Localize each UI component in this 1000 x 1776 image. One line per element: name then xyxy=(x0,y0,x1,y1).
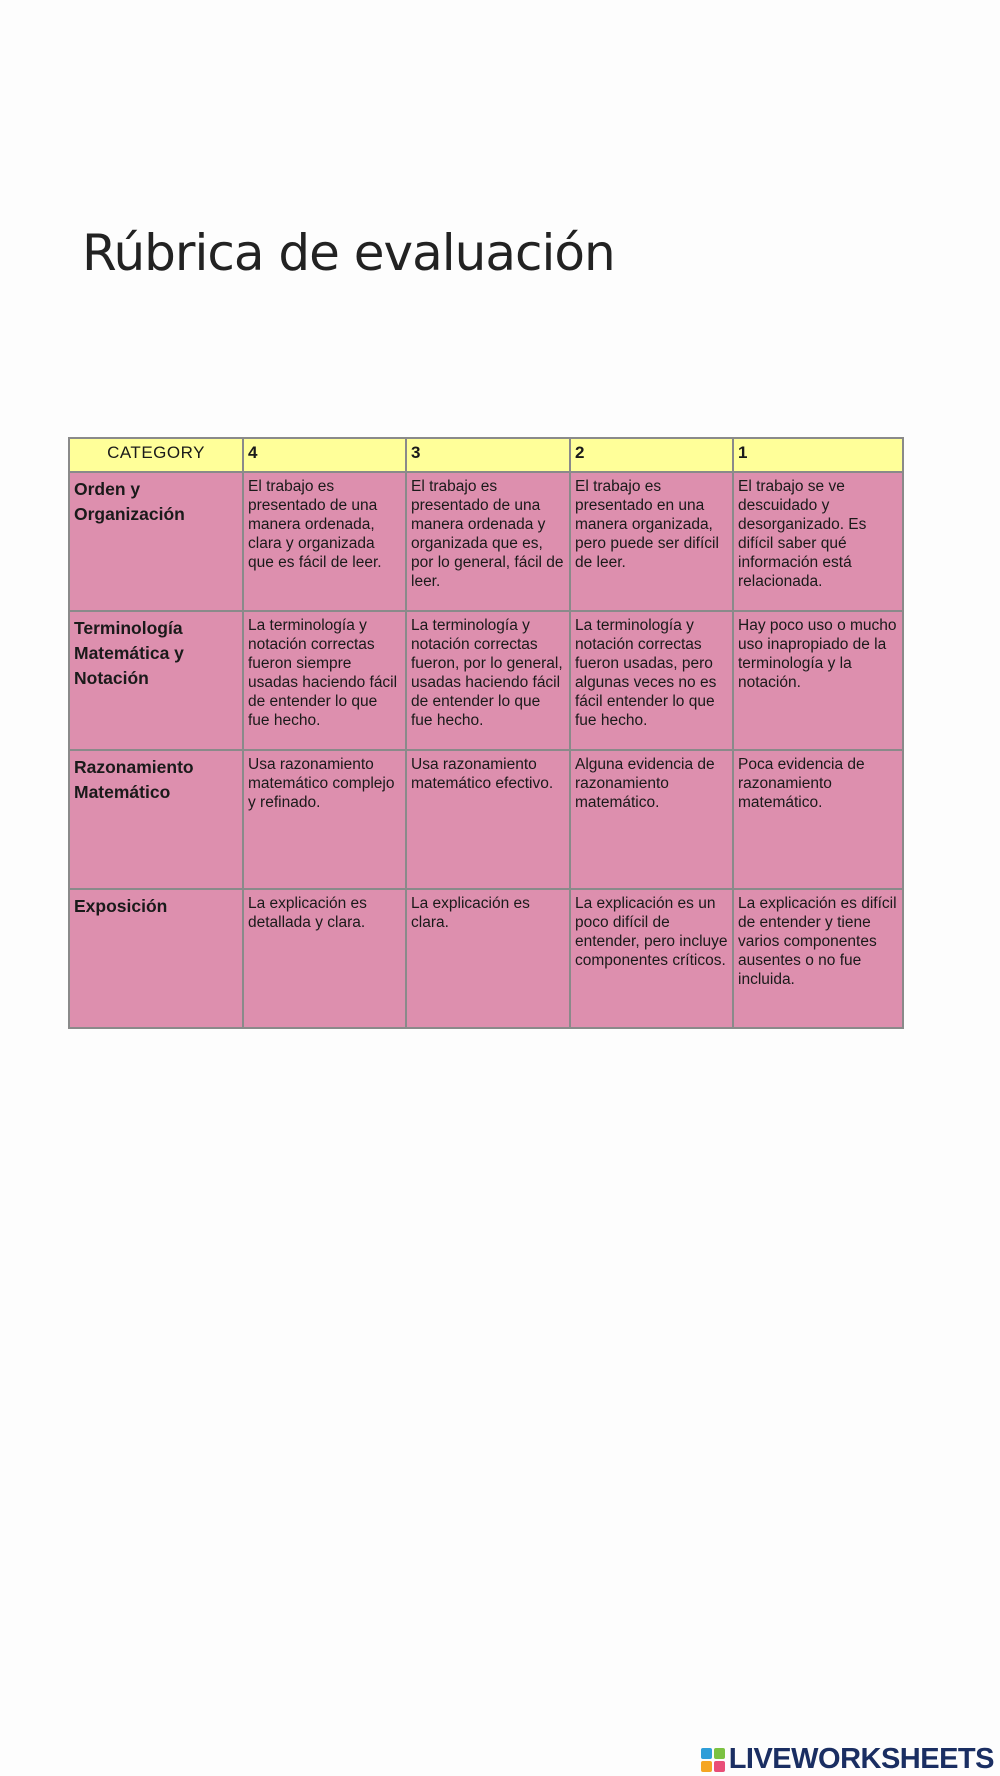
rubric-table xyxy=(68,437,904,1029)
category-razonamiento-matematico: Razonamiento Matemático xyxy=(69,750,243,889)
rubric-cell: La terminología y notación correctas fueron siempre usadas haciendo fácil de entender lo que fue hecho. xyxy=(243,611,406,750)
category-exposicion: Exposición xyxy=(69,889,243,1028)
rubric-cell: El trabajo es presentado de una manera ordenada, clara y organizada que es fácil de leer. xyxy=(243,472,406,611)
rubric-cell: El trabajo es presentado en una manera organizada, pero puede ser difícil de leer. xyxy=(570,472,733,611)
rubric-header-row xyxy=(69,438,903,472)
liveworksheets-watermark xyxy=(701,1745,994,1774)
header-level-2: 2 xyxy=(570,438,733,472)
rubric-cell: La terminología y notación correctas fueron, por lo general, usadas haciendo fácil de entender lo que fue hecho. xyxy=(406,611,570,750)
page-title: Rúbrica de evaluación xyxy=(82,224,615,282)
rubric-cell: Poca evidencia de razonamiento matemático. xyxy=(733,750,903,889)
header-level-4: 4 xyxy=(243,438,406,472)
rubric-cell: Usa razonamiento matemático complejo y refinado. xyxy=(243,750,406,889)
table-row xyxy=(69,889,903,1028)
rubric-cell: La explicación es clara. xyxy=(406,889,570,1028)
header-level-3: 3 xyxy=(406,438,570,472)
category-orden-organizacion: Orden y Organización xyxy=(69,472,243,611)
table-row xyxy=(69,472,903,611)
logo-square xyxy=(701,1761,712,1772)
rubric-cell: La explicación es detallada y clara. xyxy=(243,889,406,1028)
rubric-cell: Hay poco uso o mucho uso inapropiado de la terminología y la notación. xyxy=(733,611,903,750)
rubric-cell: Alguna evidencia de razonamiento matemático. xyxy=(570,750,733,889)
logo-square xyxy=(714,1761,725,1772)
liveworksheets-logo-icon xyxy=(701,1748,725,1772)
logo-square xyxy=(701,1748,712,1759)
logo-square xyxy=(714,1748,725,1759)
header-level-1: 1 xyxy=(733,438,903,472)
table-row xyxy=(69,611,903,750)
header-category: CATEGORY xyxy=(69,438,243,472)
rubric-cell: El trabajo se ve descuidado y desorganizado. Es difícil saber qué información está relacionada. xyxy=(733,472,903,611)
watermark-text: LIVEWORKSHEETS xyxy=(728,1743,994,1775)
rubric-cell: La explicación es un poco difícil de entender, pero incluye componentes críticos. xyxy=(570,889,733,1028)
rubric-cell: El trabajo es presentado de una manera ordenada y organizada que es, por lo general, fácil de leer. xyxy=(406,472,570,611)
rubric-cell: Usa razonamiento matemático efectivo. xyxy=(406,750,570,889)
rubric-cell: La explicación es difícil de entender y tiene varios componentes ausentes o no fue incluida. xyxy=(733,889,903,1028)
category-terminologia-notacion: Terminología Matemática y Notación xyxy=(69,611,243,750)
rubric-cell: La terminología y notación correctas fueron usadas, pero algunas veces no es fácil entender lo que fue hecho. xyxy=(570,611,733,750)
table-row xyxy=(69,750,903,889)
